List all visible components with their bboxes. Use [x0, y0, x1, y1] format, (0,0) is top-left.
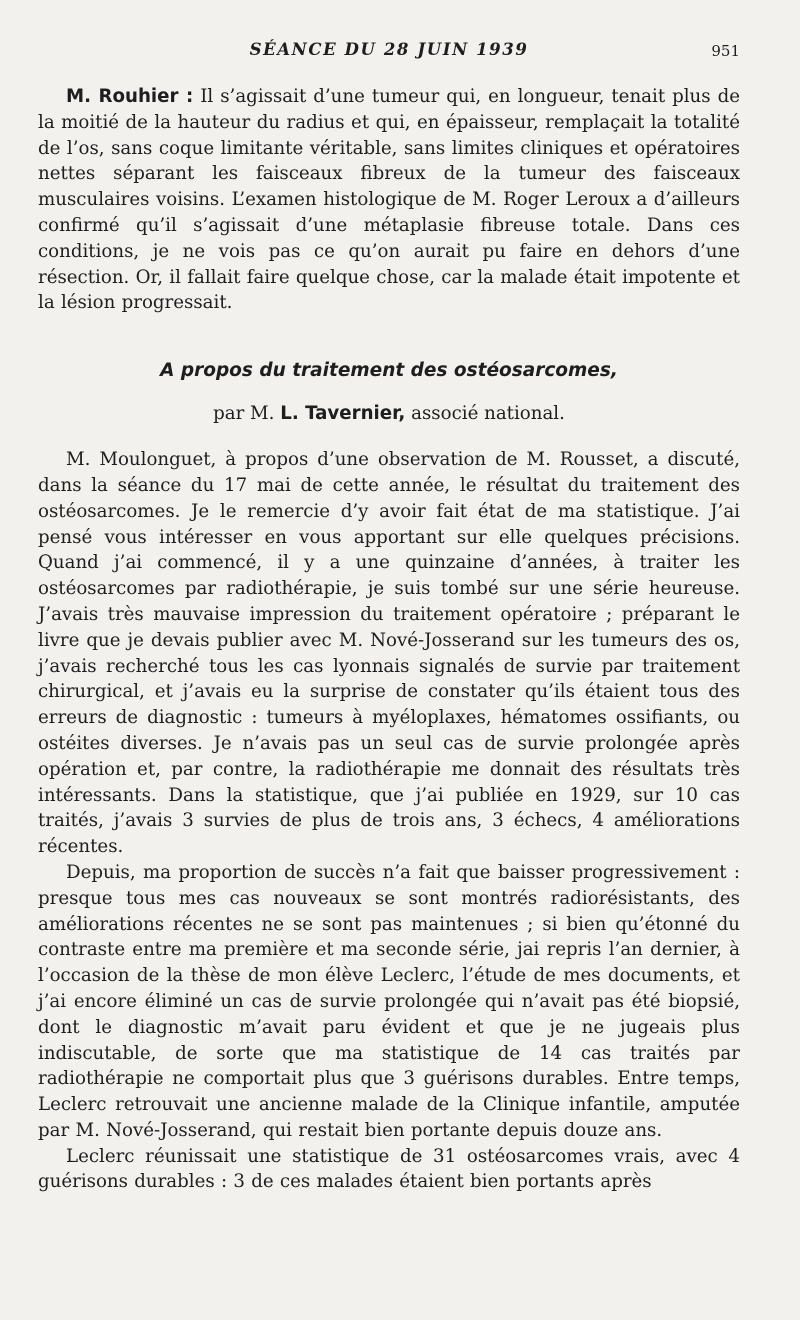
- body-paragraph: Leclerc réunissait une statistique de 31 ostéosarcomes vrais, avec 4 guérisons durables : 3 de ces malades étaient bien portants après: [38, 1145, 740, 1193]
- article-title: A propos du traitement des ostéosarcomes,: [160, 360, 618, 382]
- body-paragraph: Depuis, ma proportion de succès n’a fait que baisser progressivement : presque tous mes cas nouveaux se sont montrés radiorésistants, des améliorations récentes ne se sont pas maintenues ; si bien qu’étonné du contraste entre ma première et ma seconde série, jai repris l’an dernier, à l’occasion de la thèse de mon élève Leclerc, l’étude de mes documents, et j’ai encore éliminé un cas de survie prolongée qui n’avait pas été biopsié, dont le diagnostic m’avait paru évident et que je ne jugeais plus indiscutable, de sorte que ma statistique de 14 cas traités par radiothérapie ne comportait plus que 3 guérisons durables. Entre temps, Leclerc retrouvait une ancienne malade de la Clinique infantile, amputée par M. Nové-Josserand, qui restait bien portante depuis douze ans.: [38, 861, 740, 1141]
- page-number: 951: [711, 42, 740, 60]
- rouhier-text: Il s’agissait d’une tumeur qui, en longueur, tenait plus de la moitié de la hauteur du radius et qui, en épaisseur, remplaçait la totalité de l’os, sans coque limitante véritable, sans limites cliniques et opératoires nettes séparant les faisceaux fibreux de la tumeur des faisceaux musculaires voisins. L’examen histologique de M. Roger Leroux a d’ailleurs confirmé qu’il s’agissait d’une métaplasie fibreuse totale. Dans ces conditions, je ne vois pas ce qu’on aurait pu faire en dehors d’une résection. Or, il fallait faire quelque chose, car la malade était impotente et la lésion progressait.: [38, 86, 740, 314]
- page-header: [38, 40, 740, 64]
- body-paragraph: M. Moulonguet, à propos d’une observation de M. Rousset, a discuté, dans la séance du 17 mai de cette année, le résultat du traitement des ostéosarcomes. Je le remercie d’y avoir fait état de ma statistique. J’ai pensé vous intéresser en vous apportant sur elle quelques précisions. Quand j’ai commencé, il y a une quinzaine d’années, à traiter les ostéosarcomes par radiothérapie, je suis tombé sur une série heureuse. J’avais très mauvaise impression du traitement opératoire ; préparant le livre que je devais publier avec M. Nové-Josserand sur les tumeurs des os, j’avais recherché tous les cas lyonnais signalés de survie par traitement chirurgical, et j’avais eu la surprise de constater qu’ils étaient tous des erreurs de diagnostic : tumeurs à myéloplaxes, hématomes ossifiants, ou ostéites diverses. Je n’avais pas un seul cas de survie prolongée après opération et, par contre, la radiothérapie me donnait des résultats très intéressants. Dans la statistique, que j’ai publiée en 1929, sur 10 cas traités, j’avais 3 survies de plus de trois ans, 3 échecs, 4 améliorations récentes.: [38, 449, 740, 858]
- author-name: L. Tavernier,: [280, 403, 406, 425]
- rouhier-paragraph: [38, 84, 740, 316]
- page-body: [38, 84, 740, 1195]
- article-byline: [38, 401, 740, 427]
- byline-suffix: associé national.: [411, 403, 565, 425]
- speaker-name: M. Rouhier :: [66, 86, 194, 107]
- byline-prefix: par M.: [213, 403, 275, 425]
- running-head: SÉANCE DU 28 JUIN 1939: [249, 40, 529, 59]
